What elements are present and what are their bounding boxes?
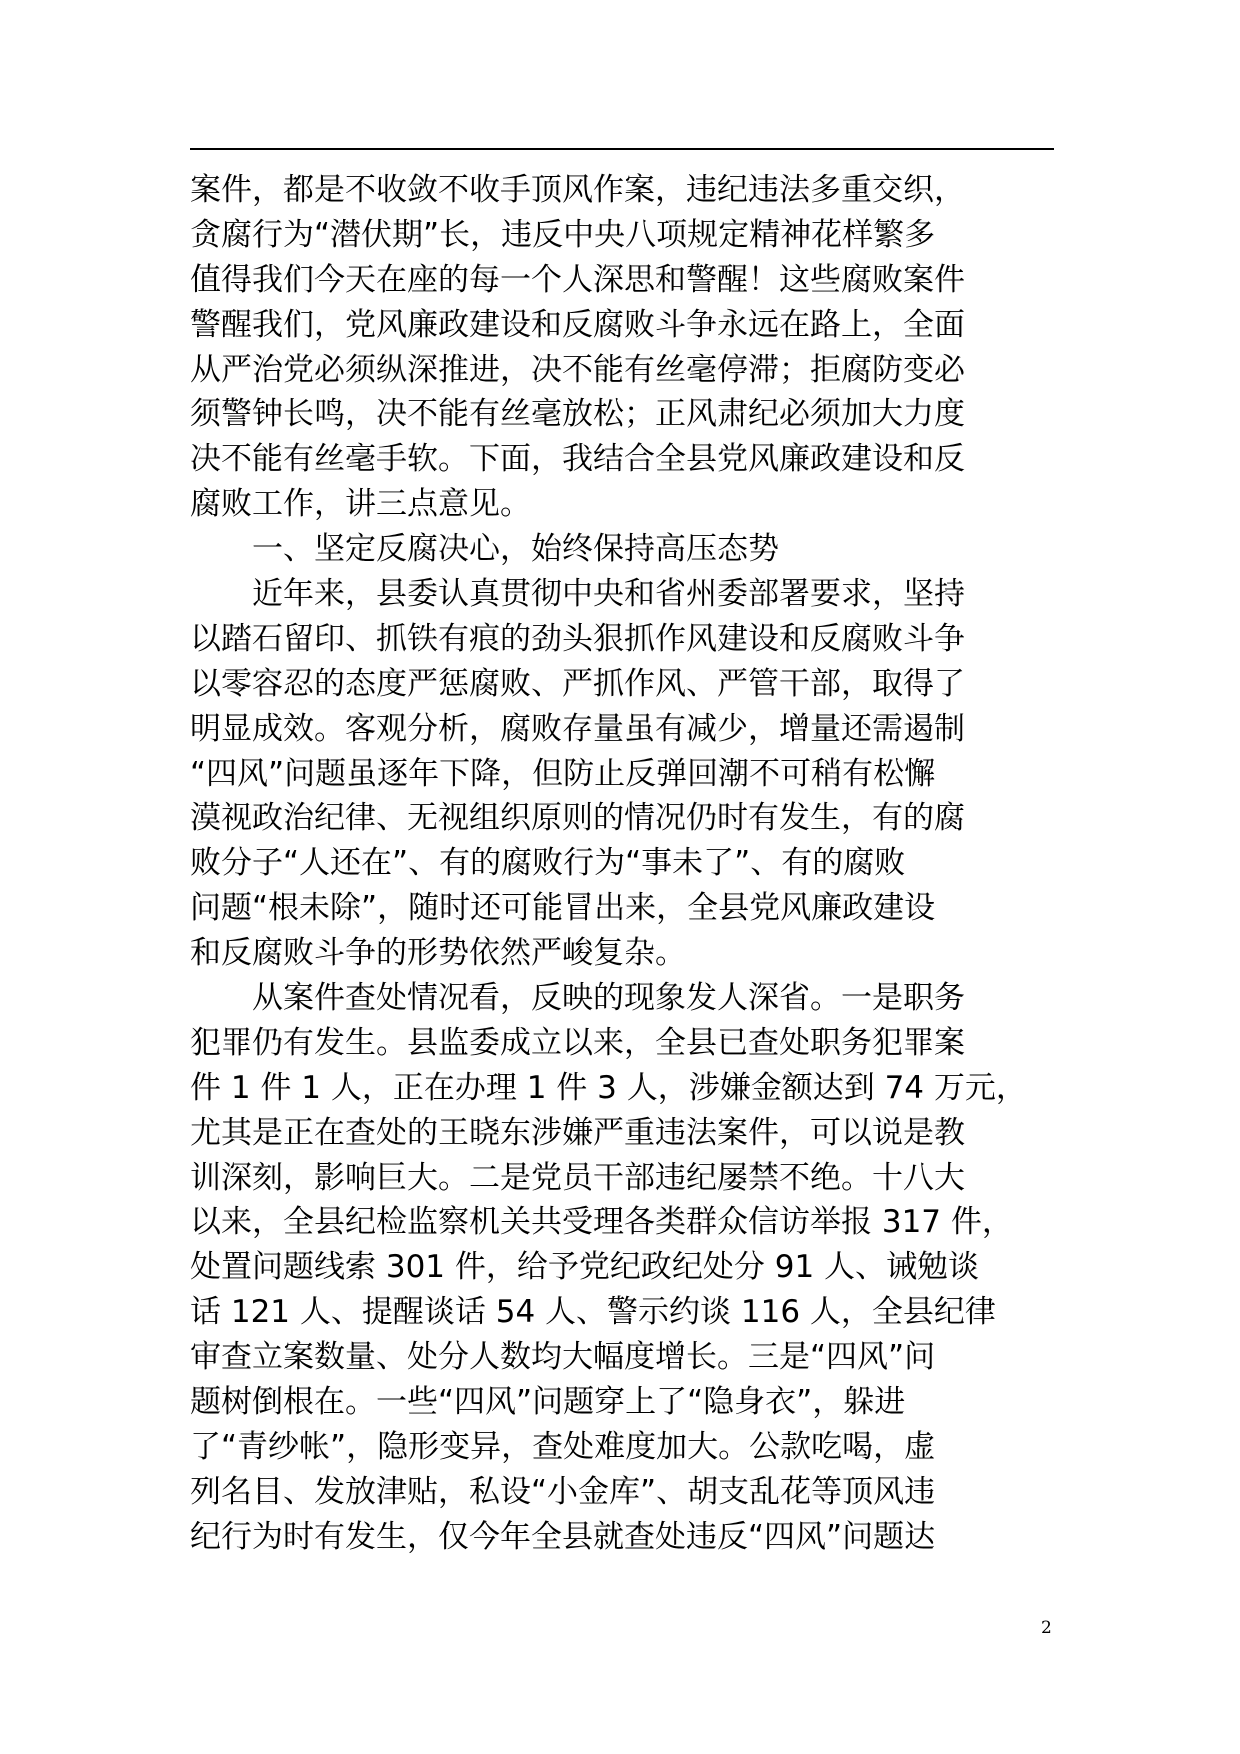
text-line: 漠视政治纪律、无视组织原则的情况仍时有发生，有的腐 <box>190 800 965 837</box>
text-line: 败分子“人还在”、有的腐败行为“事未了”、有的腐败 <box>190 845 906 882</box>
text-line: 以来，全县纪检监察机关共受理各类群众信访举报 317 件， <box>190 1204 1013 1241</box>
page-number: 2 <box>1041 1618 1052 1638</box>
body-text <box>190 168 1060 1560</box>
text-line: 纪行为时有发生，仅今年全县就查处违反“四风”问题达 <box>190 1518 936 1555</box>
text-line: 尤其是正在查处的王晓东涉嫌严重违法案件，可以说是教 <box>190 1114 965 1151</box>
text-line: 了“青纱帐”，隐形变异，查处难度加大。公款吃喝，虚 <box>190 1428 936 1465</box>
text-line: 件 1 件 1 人，正在办理 1 件 3 人，涉嫌金额达到 74 万元， <box>190 1069 1027 1106</box>
text-line: 腐败工作，讲三点意见。 <box>190 486 531 523</box>
text-line: 警醒我们，党风廉政建设和反腐败斗争永远在路上，全面 <box>190 306 965 343</box>
text-line: 须警钟长鸣，决不能有丝毫放松；正风肃纪必须加大力度 <box>190 396 965 433</box>
text-line: 近年来，县委认真贯彻中央和省州委部署要求，坚持 <box>252 576 965 613</box>
text-line: 审查立案数量、处分人数均大幅度增长。三是“四风”问 <box>190 1339 936 1376</box>
text-line: 决不能有丝毫手软。下面，我结合全县党风廉政建设和反 <box>190 441 965 478</box>
text-line: 从案件查处情况看，反映的现象发人深省。一是职务 <box>252 980 965 1017</box>
text-line: 案件，都是不收敛不收手顶风作案，违纪违法多重交织， <box>190 172 965 208</box>
text-line: 问题“根未除”，随时还可能冒出来，全县党风廉政建设 <box>190 890 936 927</box>
text-line: 从严治党必须纵深推进，决不能有丝毫停滞；拒腐防变必 <box>190 351 965 388</box>
text-line: 处置问题线索 301 件，给予党纪政纪处分 91 人、诫勉谈 <box>190 1249 980 1286</box>
text-line: 列名目、发放津贴，私设“小金库”、胡支乱花等顶风违 <box>190 1473 936 1510</box>
text-line: 贪腐行为“潜伏期”长，违反中央八项规定精神花样繁多 <box>190 216 936 253</box>
text-line: 和反腐败斗争的形势依然严峻复杂。 <box>190 935 686 972</box>
text-line: 值得我们今天在座的每一个人深思和警醒！这些腐败案件 <box>190 261 965 298</box>
text-line: 犯罪仍有发生。县监委成立以来，全县已查处职务犯罪案 <box>190 1024 965 1061</box>
text-line: 明显成效。客观分析，腐败存量虽有减少，增量还需遏制 <box>190 710 965 747</box>
text-line: 话 121 人、提醒谈话 54 人、警示约谈 116 人，全县纪律 <box>190 1294 996 1331</box>
text-line: 题树倒根在。一些“四风”问题穿上了“隐身衣”，躲进 <box>190 1384 906 1421</box>
header-rule <box>190 148 1054 150</box>
text-line: 训深刻，影响巨大。二是党员干部违纪屡禁不绝。十八大 <box>190 1159 965 1196</box>
text-line: 以零容忍的态度严惩腐败、严抓作风、严管干部，取得了 <box>190 665 965 702</box>
text-line: 以踏石留印、抓铁有痕的劲头狠抓作风建设和反腐败斗争 <box>190 620 965 657</box>
text-line: “四风”问题虽逐年下降，但防止反弹回潮不可稍有松懈 <box>190 755 936 792</box>
text-line: 一、坚定反腐决心，始终保持高压态势 <box>252 531 779 568</box>
